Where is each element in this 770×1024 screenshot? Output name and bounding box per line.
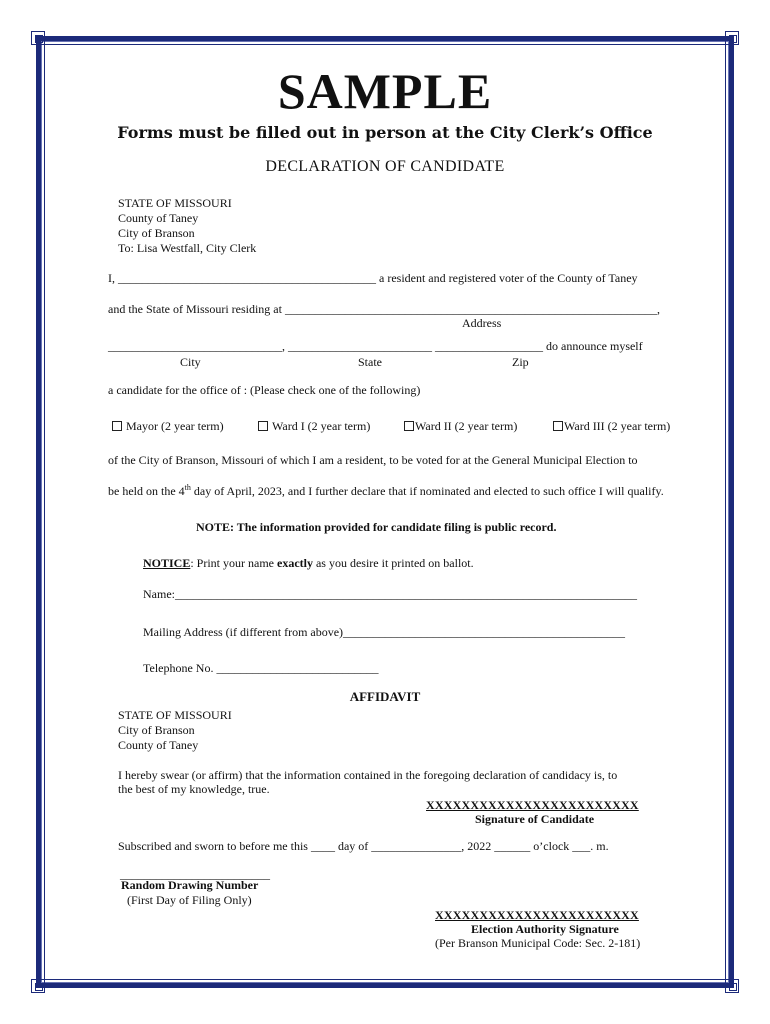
zip-caption: Zip <box>512 355 529 369</box>
affidavit-title: AFFIDAVIT <box>349 689 421 704</box>
corner-ornament-icon <box>725 31 739 45</box>
drawing-number-label: Random Drawing Number <box>121 878 259 892</box>
checkbox-icon[interactable] <box>404 421 414 431</box>
sample-watermark-title: SAMPLE <box>277 63 493 119</box>
county-line: County of Taney <box>118 211 199 225</box>
page-subtitle: Forms must be filled out in person at the City Clerk’s Office <box>117 123 653 142</box>
option-mayor[interactable]: Mayor (2 year term) <box>112 419 224 433</box>
option-ward-1[interactable]: Ward I (2 year term) <box>258 419 370 433</box>
candidate-signature[interactable]: XXXXXXXXXXXXXXXXXXXXXXXX <box>426 798 639 812</box>
drawing-number-field[interactable]: _________________________ <box>120 867 270 881</box>
checkbox-icon[interactable] <box>112 421 122 431</box>
page-title: DECLARATION OF CANDIDATE <box>265 158 505 175</box>
affirmation-line-1: I hereby swear (or affirm) that the information contained in the foregoing declaration of candidacy is, to <box>118 768 618 782</box>
election-authority-signature[interactable]: XXXXXXXXXXXXXXXXXXXXXXX <box>435 908 639 922</box>
city-line: City of Branson <box>118 226 195 240</box>
election-authority-label: Election Authority Signature <box>471 922 619 936</box>
municipal-code-note: (Per Branson Municipal Code: Sec. 2-181) <box>435 936 641 950</box>
affidavit-city: City of Branson <box>118 723 195 737</box>
corner-ornament-icon <box>31 979 45 993</box>
affirmation-line-2: the best of my knowledge, true. <box>118 782 270 796</box>
corner-ornament-icon <box>725 979 739 993</box>
checkbox-icon[interactable] <box>258 421 268 431</box>
affidavit-county: County of Taney <box>118 738 199 752</box>
candidate-signature-label: Signature of Candidate <box>475 812 595 826</box>
city-resident-line: of the City of Branson, Missouri of which I am a resident, to be voted for at the General Municipal Election to <box>108 453 638 467</box>
mailing-address-field[interactable]: Mailing Address (if different from above)_______________________________________________ <box>143 625 626 639</box>
residence-fill-line[interactable]: and the State of Missouri residing at ______________________________________________________________, <box>108 302 660 316</box>
addressee-line: To: Lisa Westfall, City Clerk <box>118 241 257 255</box>
name-field[interactable]: Name:_____________________________________________________________________________ <box>143 587 637 601</box>
election-date-line: be held on the 4th day of April, 2023, and I further declare that if nominated and elected to such office I will qualify. <box>108 483 664 498</box>
state-line: STATE OF MISSOURI <box>118 196 232 210</box>
name-fill-line[interactable]: I, ___________________________________________ a resident and registered voter of the County of Taney <box>108 271 638 285</box>
sworn-line[interactable]: Subscribed and sworn to before me this ____ day of _______________, 2022 ______ o’clock ___. m. <box>118 839 609 853</box>
affidavit-state: STATE OF MISSOURI <box>118 708 232 722</box>
state-caption: State <box>358 355 382 369</box>
drawing-number-note: (First Day of Filing Only) <box>127 893 252 907</box>
office-prompt: a candidate for the office of : (Please check one of the following) <box>108 383 421 397</box>
public-record-note: NOTE: The information provided for candidate filing is public record. <box>196 520 557 534</box>
telephone-field[interactable]: Telephone No. ___________________________ <box>143 661 379 675</box>
corner-ornament-icon <box>31 31 45 45</box>
checkbox-icon[interactable] <box>553 421 563 431</box>
city-caption: City <box>180 355 201 369</box>
option-ward-2[interactable]: Ward II (2 year term) <box>404 419 517 433</box>
address-caption: Address <box>462 316 502 330</box>
option-ward-3[interactable]: Ward III (2 year term) <box>553 419 670 433</box>
notice-text: NOTICE: Print your name exactly as you desire it printed on ballot. <box>143 556 474 570</box>
city-state-zip-fill-line[interactable]: _____________________________, ________________________ __________________ do announce myself <box>108 339 643 353</box>
